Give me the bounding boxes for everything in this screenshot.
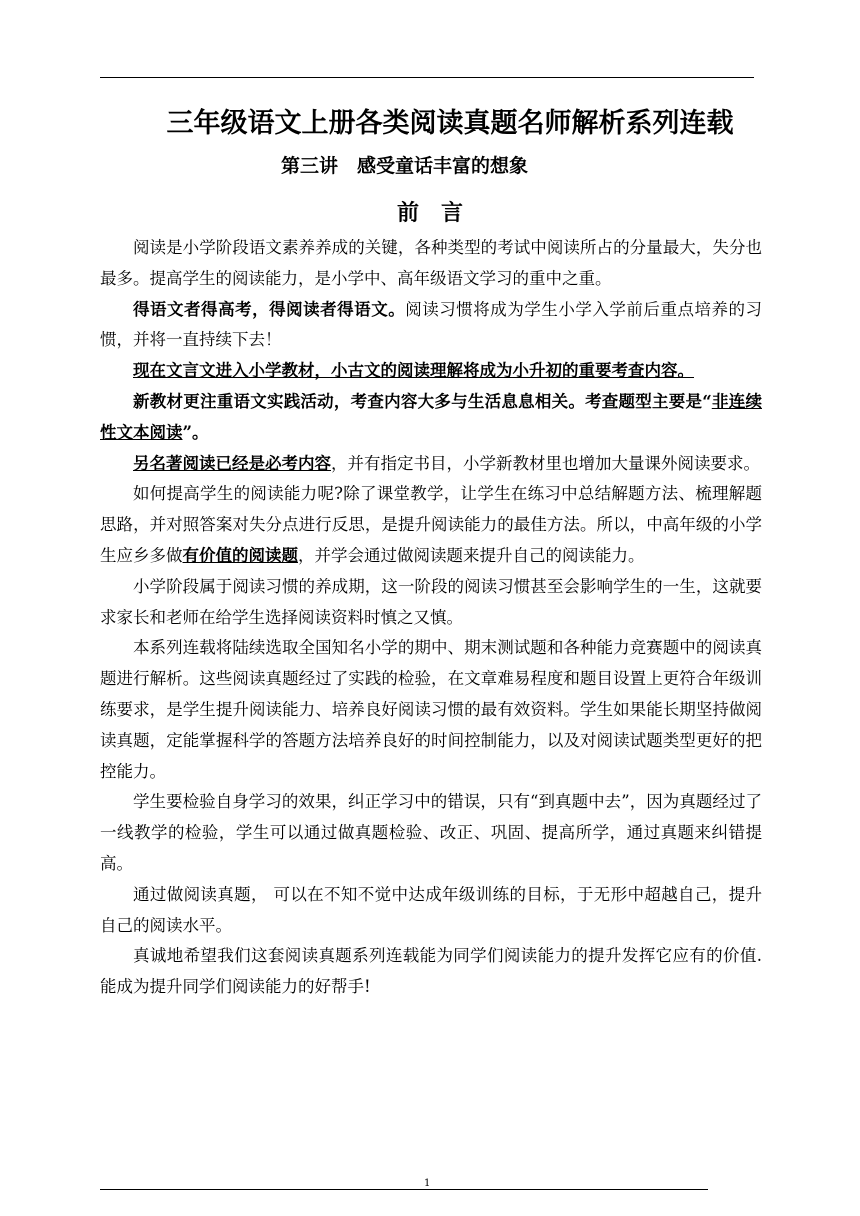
- paragraph-8: 本系列连载将陆续选取全国知名小学的期中、期末测试题和各种能力竞赛题中的阅读真题进行解析。这些阅读真题经过了实践的检验，在文章难易程度和题目设置上更符合年级训练要求，是学生提升阅读能力、培养良好阅读习惯的最有效资料。学生如果能长期坚持做阅读真题，定能掌握科学的答题方法培养良好的时间控制能力，以及对阅读试题类型更好的把控能力。: [100, 638, 762, 781]
- paragraph-3-text: 现在文言文进入小学教材，小古文的阅读理解将成为小升初的重要考查内容。: [133, 361, 694, 381]
- lecture-subtitle: 第三讲 感受童话丰富的想象: [281, 155, 529, 177]
- paragraph-5: [100, 449, 762, 480]
- paragraph-5-text: ，并有指定书目，小学新教材里也增加大量课外阅读要求。: [331, 453, 760, 473]
- paragraph-1: 阅读是小学阶段语文素养养成的关键，各种类型的考试中阅读所占的分量最大，失分也最多。提高学生的阅读能力，是小学中、高年级语文学习的重中之重。: [100, 238, 762, 288]
- paragraph-5-underlined: 另名著阅读已经是必考内容: [133, 453, 331, 473]
- paragraph-2-text: 阅读习惯将成为学生小学入学前后重点培养的习惯，并将一直持续下去！: [100, 299, 763, 350]
- paragraph-6-text-b: ，并学会通过做阅读题来提升自己的阅读能力。: [298, 545, 645, 565]
- paragraph-4-underlined: 非连续性文本阅读: [100, 391, 762, 442]
- paragraph-10: 通过做阅读真题， 可以在不知不觉中达成年级训练的目标，于无形中超越自己，提升自己的阅读水平。: [100, 884, 762, 935]
- paragraph-2: [100, 295, 762, 357]
- footer-rule: [100, 1189, 708, 1190]
- paragraph-2-bold: 得语文者得高考，得阅读者得语文。: [133, 299, 406, 319]
- paragraph-6: [100, 479, 762, 571]
- paragraph-6-text-a: 如何提高学生的阅读能力呢?除了课堂教学，让学生在练习中总结解题方法、梳理解题思路，并对照答案对失分点进行反思，是提升阅读能力的最佳方法。所以，中高年级的小学生应乡多做: [100, 484, 762, 565]
- document-title: 三年级语文上册各类阅读真题名师解析系列连载: [166, 108, 734, 139]
- section-heading: 前言: [396, 200, 485, 226]
- paragraph-4-text-a: 新教材更注重语文实践活动，考查内容大多与生活息息相关。考查题型主要是“: [133, 391, 712, 411]
- paragraph-3: [100, 356, 762, 387]
- paragraph-9: 学生要检验自身学习的效果，纠正学习中的错误，只有“到真题中去”，因为真题经过了一线教学的检验，学生可以通过做真题检验、改正、巩固、提高所学，通过真题来纠错提高。: [100, 792, 762, 873]
- paragraph-4-text-b: ”。: [182, 422, 209, 442]
- paragraph-6-underlined: 有价值的阅读题: [182, 545, 298, 565]
- paragraph-4: [100, 387, 762, 449]
- header-rule: [100, 77, 754, 78]
- paragraph-7: 小学阶段属于阅读习惯的养成期，这一阶段的阅读习惯甚至会影响学生的一生，这就要求家长和老师在给学生选择阅读资料时慎之又慎。: [100, 576, 762, 627]
- paragraph-11: 真诚地希望我们这套阅读真题系列连载能为同学们阅读能力的提升发挥它应有的价值. 能成为提升同学们阅读能力的好帮手!: [100, 946, 762, 997]
- page-number: 1: [424, 1178, 431, 1189]
- preface-body: [100, 233, 762, 1003]
